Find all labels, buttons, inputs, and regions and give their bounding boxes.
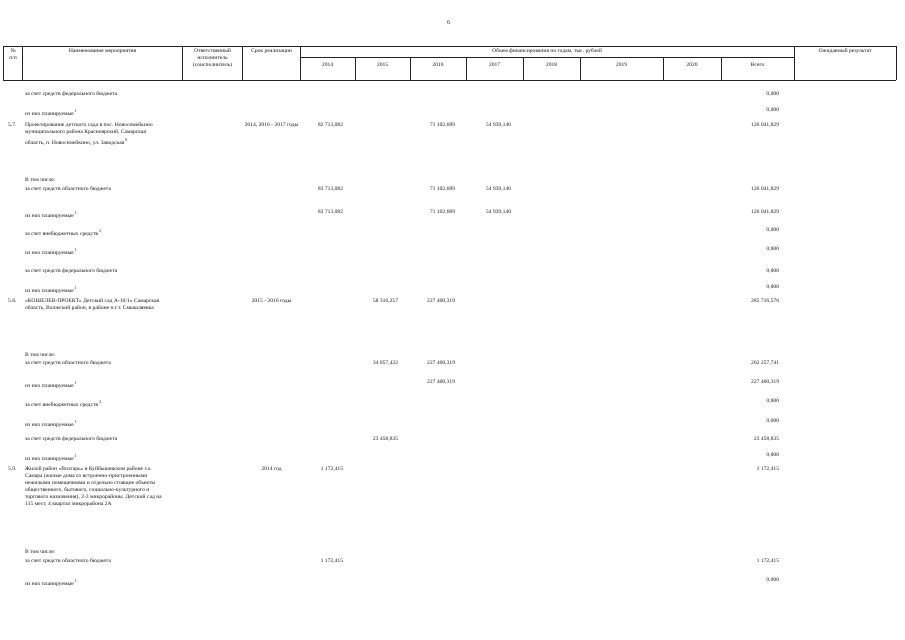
row-number: 5.9. [8,466,17,472]
row-number: 5.8. [8,298,17,304]
header-year: 2019 [615,62,628,68]
row-value-total: 262 257,741 [751,360,779,366]
row-value-total: 126 041,829 [751,122,779,128]
row-value-y2014: 83 713,082 [317,209,343,215]
row-value-total: 0,000 [766,398,779,404]
row-name: из них планируемые $^1$ [25,578,77,587]
header-year: 2014 [321,62,334,68]
header-number: № п/п [9,48,17,61]
row-name: из них планируемые $^1$ [25,453,77,462]
row-name: из них планируемые $^1$ [25,419,77,428]
footnote-mark: 1 [73,108,77,113]
footnote-mark: 1 [73,578,77,583]
header-year: 2017 [488,62,501,68]
footnote-mark: 1 [73,210,77,215]
row-name: из них планируемые $^1$ [25,247,77,256]
row-name: Проектирование детского сада в пос. Новосемейкино муниципального района Красноярский, Самарская область, п. Новосемейкино, ул. Заводская $^6$ [25,122,153,146]
row-name: за счет внебюджетных средств $^2$ [25,228,102,237]
footnote-mark: 1 [73,380,77,385]
footnote-mark: 2 [98,228,102,233]
row-term: 2014 год [261,466,282,472]
row-value-total: 0,000 [766,452,779,458]
row-value-y2014: 83 713,082 [317,186,343,192]
row-value-total: 0,000 [766,246,779,252]
row-value-y2016: 71 102,689 [429,209,455,215]
footnote-mark: 6 [124,137,128,142]
row-value-total: 0,000 [766,577,779,583]
row-name: из них планируемые $^1$ [25,285,77,294]
footnote-mark: 1 [73,453,77,458]
row-value-y2014: 1 172,415 [320,466,343,472]
row-value-total: 1 172,415 [756,558,779,564]
row-value-total: 126 041,829 [751,186,779,192]
page-number: 6 [447,20,450,26]
row-name: за счет средств федерального бюджета [25,268,118,274]
row-name: «КОШЕЛЕВ-ПРОЕКТ» Детский сад А-16/1» Самарская область, Волжский район, в районе п.г.т. Смышляевка [25,298,160,311]
header-year: 2020 [686,62,698,68]
row-value-y2016: 71 102,689 [429,186,455,192]
row-value-total: 0,000 [766,227,779,233]
row-number: 5.7. [8,122,17,128]
row-name: за счет внебюджетных средств $^2$ [25,399,102,408]
header-term: Срок реализации [251,48,292,54]
header-year: 2016 [432,62,444,68]
row-name: из них планируемые $^1$ [25,210,77,219]
row-value-total: 285 716,576 [751,298,779,304]
row-name: за счет средств областного бюджета [25,360,111,366]
row-value-y2014: 82 713,082 [317,122,343,128]
row-value-y2017: 54 939,140 [485,186,511,192]
footnote-mark: 1 [73,285,77,290]
row-term: 2015 - 2016 годы [251,298,292,304]
row-value-total: 23 458,835 [753,436,779,442]
row-value-y2015: 23 458,835 [372,436,398,442]
row-value-y2016: 71 102,689 [429,122,455,128]
row-name: за счет средств областного бюджета [25,186,111,192]
row-value-y2015: 58 316,257 [372,298,398,304]
row-name: В том числе: [25,352,56,358]
row-value-y2017: 54 939,140 [485,122,511,128]
footnote-mark: 1 [73,419,77,424]
row-value-y2014: 1 172,415 [320,558,343,564]
footnote-mark: 2 [98,399,102,404]
header-year: 2015 [376,62,389,68]
row-name: из них планируемые $^1$ [25,380,77,389]
row-value-total: 0,000 [766,268,779,274]
header-total: Всего [750,62,765,68]
header-financing: Объем финансирования по годам, тыс. рублей [492,48,602,54]
row-name: за счет средств областного бюджета [25,558,111,564]
header-year: 2018 [545,62,558,68]
header-name: Наименование мероприятия [68,48,137,54]
row-name: за счет средств федерального бюджета [25,436,118,442]
row-value-total: 227 400,319 [751,379,779,385]
row-value-y2016: 227 400,319 [427,360,455,366]
row-value-y2016: 227 400,319 [427,298,455,304]
row-value-y2017: 54 939,140 [485,209,511,215]
row-value-total: 0,000 [766,284,779,290]
row-value-total: 1 172,415 [756,466,779,472]
header-responsible: Ответственный исполнитель (соисполнитель) [192,48,233,68]
header-result: Ожидаемый результат [818,48,872,54]
row-term: 2014, 2016 - 2017 годы [244,122,299,128]
row-value-y2016: 227 400,319 [427,379,455,385]
row-name: из них планируемые $^1$ [25,108,77,117]
row-value-total: 126 041,829 [751,209,779,215]
row-value-y2015: 34 857,422 [372,360,398,366]
row-name: Жилой район «Волгарь» в Куйбышевском районе г.о. Самара (жилые дома со встроенно-пристроенными нежилыми помещениями и отдельно стоящие объекты общественного, бытового, социально-культурного и торгового назначения), 2-3 микрорайоны. Детский сад на 115 мест, 4 квартал микрорайона 2А [25,466,162,507]
footnote-mark: 1 [73,247,77,252]
row-name: В том числе: [25,177,56,183]
row-name: В том числе: [25,549,56,555]
row-name: за счет средств федерального бюджета [25,91,118,97]
row-value-total: 0,000 [766,91,779,97]
row-value-total: 0,000 [766,418,779,424]
row-value-total: 0,000 [766,107,779,113]
